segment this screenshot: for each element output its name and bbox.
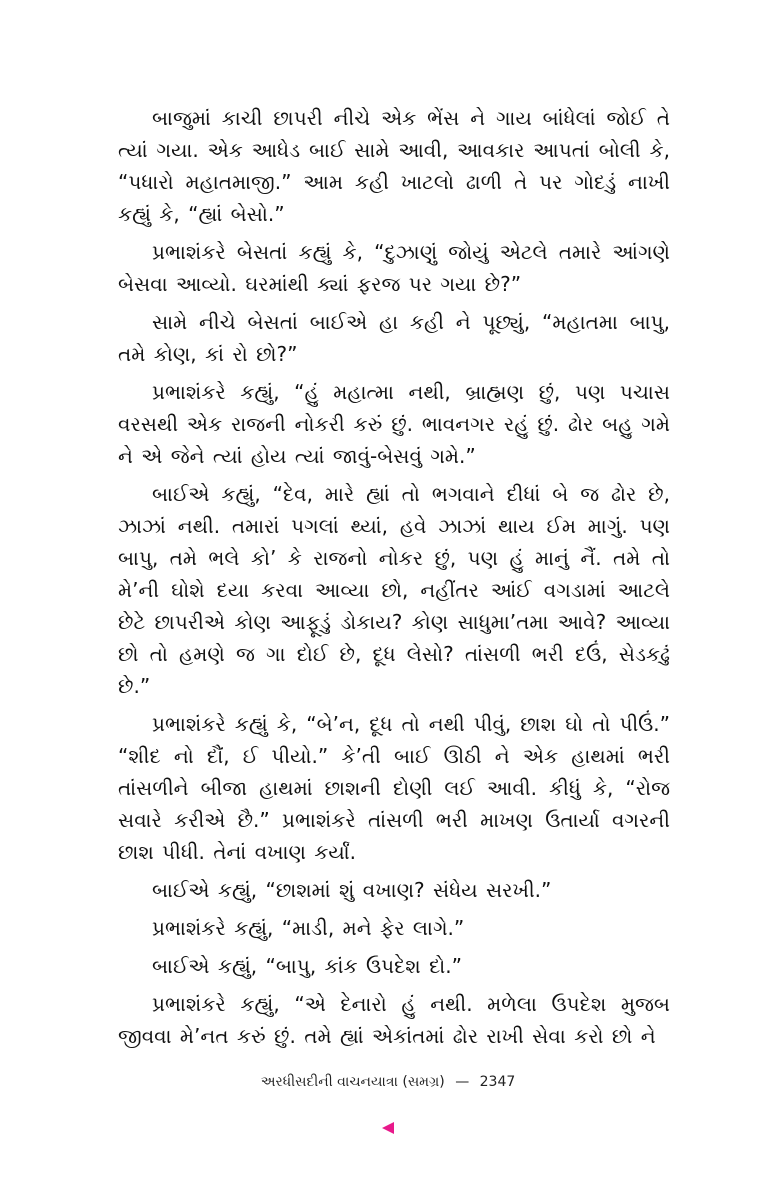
paragraph: બાઈએ કહ્યું, “દેવ, મારે હ્યાં તો ભગવાને દીધાં બે જ ઢોર છે, ઝાઝાં નથી. તમારાં પગલાં થ્યાં, હવે ઝાઝાં થાય ઈમ માગું. પણ બાપુ, તમે ભલે કો’ કે રાજનો નોકર છું, પણ હું માનું નૈં. તમે તો મે’ની ઘોશે દયા કરવા આવ્યા છો, નહીંતર આંઈ વગડામાં આટલે છેટે છાપરીએ કોણ આફૂડું ડોકાય? કોણ સાધુમા’તમા આવે? આવ્યા છો તો હમણે જ ગા દોઈ છે, દૂધ લેસો? તાંસળી ભરી દઉં, સેડકઢું છે.” [118,482,670,698]
paragraph: સામે નીચે બેસતાં બાઈએ હા કહી ને પૂછ્યું, “મહાતમા બાપુ, તમે કોણ, કાં રો છો?” [118,310,670,366]
paragraph: પ્રભાશંકરે કહ્યું કે, “બે’ન, દૂધ તો નથી પીવું, છાશ ઘો તો પીઉં.” “શીદ નો દૌં, ઈ પીયો.” કે’તી બાઈ ઊઠી ને એક હાથમાં ભરી તાંસળીને બીજા હાથમાં છાશની દોણી લઈ આવી. કીધું કે, “રોજ સવારે કરીએ છૈ.” પ્રભાશંકરે તાંસળી ભરી માખણ ઉતાર્યા વગરની છાશ પીધી. તેનાં વખાણ કર્યાં. [118,712,670,864]
paragraph: બાઈએ કહ્યું, “છાશમાં શું વખાણ? સંધેય સરખી.” [152,878,552,902]
paragraph: પ્રભાશંકરે કહ્યું, “એ દેનારો હું નથી. મળેલા ઉપદેશ મુજબ જીવવા મે’નત કરું છું. તમે હ્યાં એકાંતમાં ઢોર રાખી સેવા કરો છો ને [118,992,670,1048]
body-text [118,102,670,1058]
book-title: અરધીસદીની વાચનયાત્રા (સમગ્ર) [260,1074,445,1090]
page-number: 2347 [479,1074,516,1090]
page-footer [0,1072,776,1092]
previous-page-arrow[interactable] [382,1122,394,1134]
footer-separator: — [455,1074,470,1090]
paragraph: પ્રભાશંકરે બેસતાં કહ્યું કે, “દુઝાણું જોયું એટલે તમારે આંગણે બેસવા આવ્યો. ઘરમાંથી ક્યાં ફરજ પર ગયા છે?” [118,240,670,296]
paragraph: બાઈએ કહ્યું, “બાપુ, કાંક ઉપદેશ દો.” [152,954,462,978]
paragraph: બાજુમાં કાચી છાપરી નીચે એક ભેંસ ને ગાય બાંધેલાં જોઈ તે ત્યાં ગયા. એક આધેડ બાઈ સામે આવી, આવકાર આપતાં બોલી કે, “પધારો મહાતમાજી.” આમ કહી ખાટલો ઢાળી તે પર ગોદડું નાખી કહ્યું કે, “હ્યાં બેસો.” [118,106,670,226]
left-triangle-icon[interactable] [380,1120,396,1136]
paragraph: પ્રભાશંકરે કહ્યું, “હું મહાત્મા નથી, બ્રાહ્મણ છું, પણ પચાસ વરસથી એક રાજની નોકરી કરું છું. ભાવનગર રહું છું. ઢોર બહુ ગમે ને એ જેને ત્યાં હોય ત્યાં જાવું-બેસવું ગમે.” [118,380,670,468]
paragraph: પ્રભાશંકરે કહ્યું, “માડી, મને ફેર લાગે.” [152,916,465,940]
